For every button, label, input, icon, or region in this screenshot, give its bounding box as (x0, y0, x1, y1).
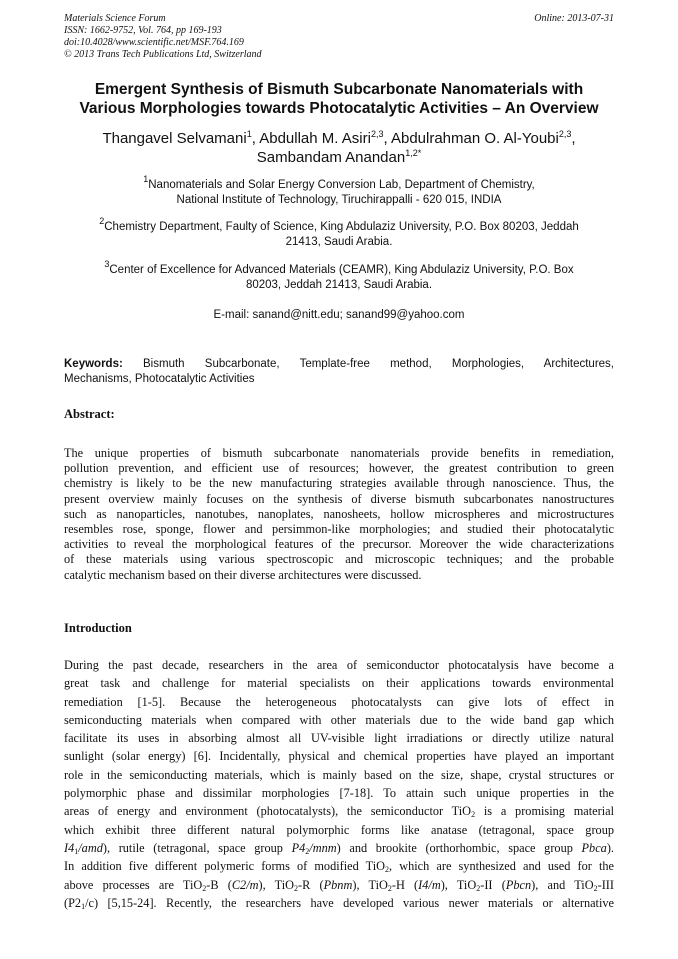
author-affiliation-mark: 2,3 (370, 129, 384, 139)
intro-text: -II ( (480, 877, 506, 892)
subscript: 2 (387, 883, 392, 893)
paper-title (55, 80, 623, 118)
intro-text: (P2 (64, 895, 82, 910)
intro-text: ), and TiO (531, 877, 594, 892)
intro-text: ), TiO (258, 877, 295, 892)
intro-text: ), TiO (352, 877, 388, 892)
abstract-line: present overview mainly focuses on the synthesis of diverse bismuth subcarbonates nanostructures (64, 491, 614, 506)
author-name: , Abdullah M. Asiri (251, 130, 371, 147)
online-date: Online: 2013-07-31 (534, 13, 614, 24)
abstract-line: of these materials using various spectroscopic and microscopic techniques; and the probable (64, 552, 614, 567)
intro-line: polymorphic phase and dissimilar morphologies [7-18]. To attain such unique properties in the (64, 786, 614, 801)
abstract-heading: Abstract: (64, 407, 115, 421)
intro-text: , which are synthesized and used for the (389, 859, 614, 874)
affiliation-1 (64, 174, 614, 208)
keywords-text: Bismuth Subcarbonate, Template-free method, Morphologies, Architectures, (143, 358, 614, 370)
keywords-label: Keywords: (64, 358, 123, 370)
subscript: 2 (476, 883, 481, 893)
abstract-line: pollution prevention, and efficient use of resources; however, the greatest contribution to green (64, 461, 614, 476)
space-group: /amd (78, 840, 103, 855)
introduction-heading: Introduction (64, 621, 132, 635)
intro-text: ). (606, 840, 614, 855)
intro-line (64, 876, 614, 894)
abstract-line: catalytic mechanism based on their diverse architectures were discussed. (64, 567, 422, 582)
space-group: C2/m (231, 877, 259, 892)
authors-line-2 (55, 148, 623, 167)
space-group: Pbcn (505, 877, 532, 892)
authors-line-1 (55, 129, 623, 148)
space-group: Pbca (581, 840, 607, 855)
intro-text: In addition five different polymeric forms of modified TiO (64, 859, 386, 874)
author-affiliation-mark: 2,3 (558, 129, 572, 139)
contact-email[interactable]: E-mail: sanand@nitt.edu; sanand99@yahoo.com (213, 309, 465, 321)
space-group: I4 (64, 840, 75, 855)
subscript: 1 (74, 846, 79, 856)
keywords-line-1 (64, 357, 614, 372)
intro-text: above processes are TiO (64, 877, 203, 892)
affiliation-line: 21413, Saudi Arabia. (285, 236, 393, 248)
affiliation-text: Center of Excellence for Advanced Materials (CEAMR), King Abdulaziz University, P.O. Box (109, 264, 574, 276)
abstract-line: chemistry is likely to be the new manufacturing strategies available through nanoscience. Thus, the (64, 476, 614, 491)
author-name: Thangavel Selvamani (102, 130, 247, 147)
space-group: /mnm (309, 840, 337, 855)
intro-line: facilitate its uses in absorbing almost all UV-visible light irradiations or directly utilize natural (64, 731, 614, 746)
affiliation-text: Chemistry Department, Faulty of Science, King Abdulaziz University, P.O. Box 80203, Jeddah (104, 221, 579, 233)
intro-text: is a promising material (475, 804, 614, 819)
intro-text: ), TiO (440, 877, 477, 892)
affiliation-line (64, 216, 614, 235)
intro-line: great task and challenge for material specialists on their applications towards environmental (64, 676, 614, 691)
intro-line: remediation [1-5]. Because the heterogeneous photocatalysts can give lots of effect in (64, 694, 614, 709)
intro-line: During the past decade, researchers in the area of semiconductor photocatalysis have become a (64, 658, 614, 672)
introduction-body (64, 656, 614, 912)
intro-text: -III (597, 877, 614, 892)
intro-text: ) and brookite (orthorhombic, space group (336, 840, 582, 855)
author-affiliation-mark: 1 (246, 129, 252, 139)
journal-name: Materials Science Forum (64, 13, 166, 24)
intro-line: which exhibit three different natural polymorphic forms like anatase (tetragonal, space group (64, 822, 614, 837)
intro-line: role in the semiconducting materials, which is mainly based on the size, shape, crystal structures or (64, 767, 614, 782)
affiliation-line (64, 259, 614, 278)
subscript: 2 (294, 883, 299, 893)
affiliation-line: 80203, Jeddah 21413, Saudi Arabia. (245, 279, 433, 291)
title-line-2: Various Morphologies towards Photocatalytic Activities – An Overview (79, 100, 599, 117)
author-separator: , (571, 130, 576, 147)
author-list (55, 129, 623, 167)
intro-line (64, 802, 614, 820)
subscript: 2 (385, 865, 390, 875)
doi-line[interactable]: doi:10.4028/www.scientific.net/MSF.764.169 (64, 37, 244, 48)
subscript: 2 (593, 883, 598, 893)
keywords-block (64, 357, 614, 387)
intro-text: areas of energy and environment (photocatalysts), the semiconductor TiO (64, 804, 472, 819)
subscript: 1 (81, 901, 86, 911)
affiliation-2 (64, 216, 614, 250)
abstract-line: activities to reveal the morphological features of the precursor. Moreover the wide characterizations (64, 537, 614, 552)
copyright-line: © 2013 Trans Tech Publications Ltd, Switzerland (64, 49, 262, 60)
intro-text: -B ( (206, 877, 232, 892)
affiliation-mark: 1 (143, 174, 149, 184)
intro-text: /c) [5,15-24]. Recently, the researchers have developed various newer materials or alternative (85, 895, 614, 910)
intro-line (64, 894, 614, 912)
intro-line (64, 839, 614, 857)
abstract-body (64, 446, 614, 583)
journal-header (64, 13, 614, 61)
space-group: P4 (291, 840, 306, 855)
abstract-line: The unique properties of bismuth subcarbonate nanomaterials provide benefits in remediation, (64, 446, 614, 460)
affiliation-mark: 2 (99, 216, 105, 226)
intro-line: semiconducting materials when compared with other materials due to the wide band gap which (64, 712, 614, 727)
subscript: 2 (202, 883, 207, 893)
affiliation-mark: 3 (104, 259, 110, 269)
affiliation-line: National Institute of Technology, Tiruchirappalli - 620 015, INDIA (176, 194, 502, 206)
space-group: Pbnm (323, 877, 353, 892)
issn-line: ISSN: 1662-9752, Vol. 764, pp 169-193 (64, 25, 222, 36)
subscript: 2 (471, 810, 476, 820)
affiliation-line (64, 174, 614, 193)
author-affiliation-mark: 1,2* (405, 148, 422, 158)
intro-line: sunlight (solar energy) [6]. Incidentally, physical and chemical properties have played an important (64, 749, 614, 764)
author-name: , Abdulrahman O. Al-Youbi (383, 130, 559, 147)
title-line-1: Emergent Synthesis of Bismuth Subcarbonate Nanomaterials with (94, 81, 584, 98)
intro-text: -R ( (298, 877, 324, 892)
affiliation-3 (64, 259, 614, 293)
author-name: Sambandam Anandan (256, 149, 406, 166)
abstract-line: resembles rose, sponge, flower and persimmon-like morphologies; and studied their photocatalytic (64, 522, 614, 537)
space-group: I4/m (418, 877, 441, 892)
keywords-line-2: Mechanisms, Photocatalytic Activities (64, 373, 255, 385)
abstract-line: such as nanoparticles, nanotubes, nanoplates, nanosheets, hollow microspheres and microstructures (64, 506, 614, 521)
intro-text: ), rutile (tetragonal, space group (102, 840, 292, 855)
intro-text: -H ( (391, 877, 419, 892)
subscript: 2 (305, 846, 310, 856)
intro-line (64, 857, 614, 875)
affiliation-text: Nanomaterials and Solar Energy Conversion Lab, Department of Chemistry, (148, 179, 535, 191)
